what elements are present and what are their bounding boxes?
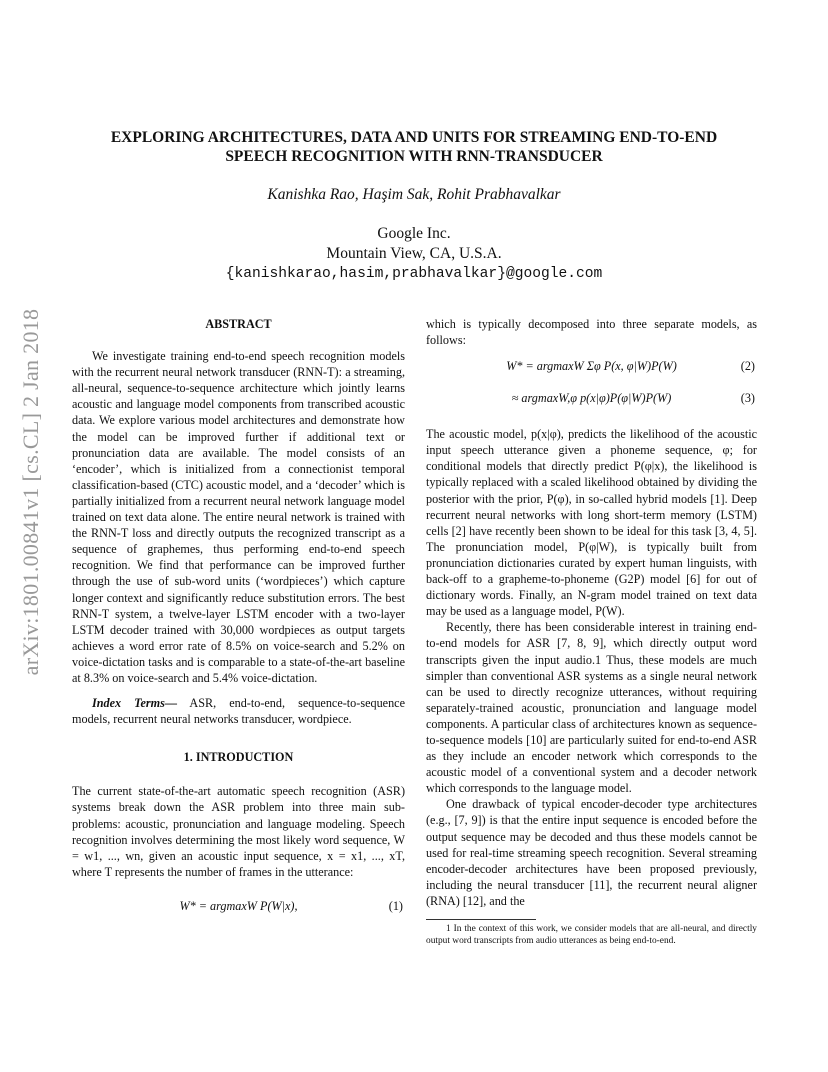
left-column bbox=[72, 316, 405, 920]
footnote: 1 In the context of this work, we consider models that are all-neural, and directly output word transcripts from audio utterances as being end-to-end. bbox=[426, 924, 757, 946]
intro-heading: 1. INTRODUCTION bbox=[183, 750, 294, 765]
right-paragraph-3: One drawback of typical encoder-decoder type architectures (e.g., [7, 9]) is that the entire input sequence is encoded before the output sequence may be decoded and thus these models cannot be used for real-time streaming speech recognition. Several streaming encoder-decoder architectures have been proposed previously, including the neural transducer [11], the recurrent neural aligner (RNA) [12], and the bbox=[426, 797, 757, 908]
equation-3-number: (3) bbox=[740, 391, 755, 406]
abstract-text: We investigate training end-to-end speech recognition models with the recurrent neural network transducer (RNN-T): a streaming, all-neural, sequence-to-sequence architecture which jointly learns acoustic and language model components from transcribed acoustic data. We explore various model architectures and demonstrate how the model can be improved further if additional text or pronunciation data are available. The model consists of an ‘encoder’, which is initialized from a connectionist temporal classification-based (CTC) acoustic model, and a ‘decoder’ which is partially initialized from a recurrent neural network language model trained on text data alone. The entire neural network is trained with the RNN-T loss and directly outputs the recognized transcript as a sequence of graphemes, thus performing end-to-end speech recognition. We find that performance can be improved further through the use of sub-word units (‘wordpieces’) which capture longer context and significantly reduce substitution errors. The best RNN-T system, a twelve-layer LSTM encoder with a two-layer LSTM decoder trained with 30,000 wordpieces as output targets achieves a word error rate of 8.5% on voice-search and 5.2% on voice-dictation tasks and is comparable to a state-of-the-art baseline at 8.3% on voice-search and 5.4% voice-dictation. bbox=[72, 349, 405, 685]
paper-title: EXPLORING ARCHITECTURES, DATA AND UNITS FOR STREAMING END-TO-END SPEECH RECOGNITION WITH RNN-TRANSDUCER bbox=[110, 129, 718, 165]
arxiv-id: arXiv:1801.00841v1 [cs.CL] 2 Jan 2018 bbox=[18, 308, 43, 676]
arxiv-stamp bbox=[14, 262, 48, 722]
right-paragraph-1: The acoustic model, p(x|φ), predicts the likelihood of the acoustic input speech utterance given a phoneme sequence, φ; for conditional models that directly predict P(φ|x), the likelihood is typically replaced with a scaled likelihood obtained by dividing the posterior with the prior, P(φ), in so-called hybrid models [1]. Deep recurrent neural networks with long short-term memory (LSTM) cells [2] have recently been shown to be ideal for this task [3, 4, 5]. The pronunciation model, P(φ|W), is typically built from pronunciation dictionaries curated by expert human linguists, with back-off to a grapheme-to-phoneme (G2P) model [6] for out of dictionary words. Finally, an N-gram model trained on text data may be used as a language model, P(W). bbox=[426, 427, 757, 619]
footnote-rule bbox=[426, 919, 536, 920]
abstract-heading: ABSTRACT bbox=[205, 317, 272, 331]
equation-2-number: (2) bbox=[740, 359, 755, 374]
equation-3 bbox=[426, 390, 757, 412]
paper-authors: Kanishka Rao, Haşim Sak, Rohit Prabhavalkar bbox=[267, 186, 561, 203]
right-lead: which is typically decomposed into three separate models, as follows: bbox=[426, 317, 757, 348]
index-terms-label: Index Terms— bbox=[92, 696, 178, 711]
index-terms bbox=[72, 695, 405, 727]
equation-2 bbox=[426, 358, 757, 380]
equation-2-body: W* = argmaxW Σφ P(x, φ|W)P(W) bbox=[506, 359, 677, 374]
right-column bbox=[426, 316, 757, 947]
equation-1-body: W* = argmaxW P(W|x), bbox=[179, 898, 298, 913]
equation-1-number: (1) bbox=[388, 898, 403, 913]
equation-3-body: ≈ argmaxW,φ p(x|φ)P(φ|W)P(W) bbox=[511, 391, 672, 406]
affiliation-org: Google Inc. bbox=[377, 225, 451, 242]
affiliation bbox=[80, 224, 748, 284]
equation-1 bbox=[72, 898, 405, 920]
index-terms-text: ASR, end-to-end, sequence-to-sequence models, recurrent neural networks transducer, wordpiece. bbox=[72, 696, 405, 727]
right-paragraph-2: Recently, there has been considerable interest in training end-to-end models for ASR [7, 8, 9], which directly output word transcripts given the input audio.1 Thus, these models are much simpler than conventional ASR systems as a single neural network can be used to directly recognize utterances, without requiring separately-trained acoustic, pronunciation and language model components. A particular class of architectures known as sequence-to-sequence models [10] are particularly suited for end-to-end ASR as they include an encoder network which corresponds to the acoustic model of a conventional system and a decoder network which corresponds to the language model. bbox=[426, 620, 757, 796]
affiliation-location: Mountain View, CA, U.S.A. bbox=[326, 245, 502, 262]
affiliation-emails: {kanishkarao,hasim,prabhavalkar}@google.com bbox=[225, 266, 603, 282]
intro-paragraph: The current state-of-the-art automatic speech recognition (ASR) systems break down the ASR problem into three main sub-problems: acoustic, pronunciation and language modeling. Speech recognition involves determining the most likely word sequence, W = w1, ..., wn, given an acoustic input sequence, x = x1, ..., xT, where T represents the number of frames in the utterance: bbox=[72, 784, 405, 879]
